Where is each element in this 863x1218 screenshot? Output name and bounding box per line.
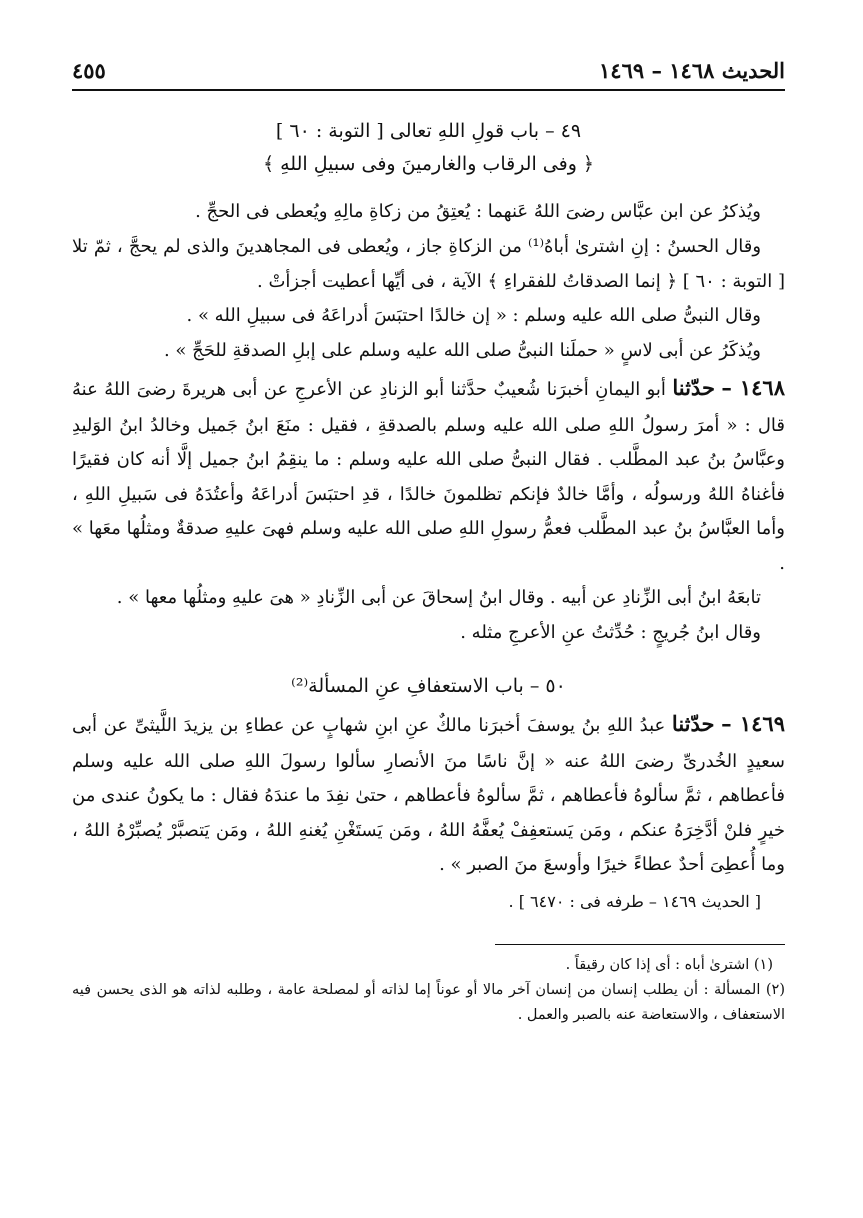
hadith-1469-body: عبدُ اللهِ بنُ يوسفَ أخبرَنا مالكٌ عنِ ابنِ شهابٍ عن عطاءِ بن يزيدَ اللَّيثىِّ عن أبى سعيدٍ الخُدرىِّ رضىَ اللهُ عنه « إنَّ ناسًا منَ الأنصارِ سألوا رسولَ اللهِ صلى الله عليه وسلم فأعطاهم ، ثمَّ سألوهُ فأعطاهم ، ثمَّ سألوهُ فأعطاهم ، حتىٰ نفِدَ ما عندَهُ فقال : ما يكونُ عندى من خيرٍ فلنْ أدَّخِرَهُ عنكم ، ومَن يَستعفِفْ يُعفَّهُ اللهُ ، ومَن يَستَغْنِ يُغنهِ اللهُ ، ومَن يَتصبَّرْ يُصبِّرْهُ اللهُ ، وما أُعطِىَ أحدٌ عطاءً خيرًا وأوسعَ منَ الصبر » . [72, 715, 785, 876]
chapter-49-body [72, 195, 785, 368]
chapter-50-title [72, 668, 785, 704]
hadith-1468-number: ١٤٦٨ – [721, 375, 785, 401]
hadith-1468-haddathana: حدّثنا [672, 375, 715, 401]
chapter-49-title [72, 113, 785, 149]
hadith-1469 [72, 704, 785, 917]
footnote-1: (١) اشترىٰ أباه : أى إذا كان رقيقاً . [565, 956, 773, 973]
page-number: ٤٥٥ [72, 58, 106, 83]
hadith-1468-body: أبو اليمانِ أخبرَنا شُعيبٌ حدَّثنا أبو الزنادِ عن الأعرجِ عن أبى هريرةَ رضىَ اللهُ عنهُ قال : « أمرَ رسولُ اللهِ صلى الله عليه وسلم بالصدقةِ ، فقيل : منَعَ ابنُ جَميل وخالدُ ابنُ الوَليدِ وعبَّاسُ بنُ عبد المطَّلب . فقال النبىُّ صلى الله عليه وسلم : ما ينقِمُ ابنُ جميل إلَّا أنه كان فقيرًا فأغناهُ اللهُ ورسولُه ، وأمَّا خالدٌ فإنكم تظلمونَ خالدًا ، قدِ احتبَسَ أدراعَهُ وأعتُدَهُ فى سَبيلِ اللهِ ، وأما العبَّاسُ بنُ عبد المطَّلب فعمُّ رسولِ اللهِ صلى الله عليه وسلم فهىَ عليهِ صدقةٌ ومثلُها معَها » . [72, 379, 785, 574]
chapter-49-verse: ﴿ وفى الرقاب والغارمينَ وفى سبيلِ اللهِ ﴾ [262, 153, 595, 176]
hadith-1468-ibn-jurayj: وقال ابنُ جُريجٍ : حُدِّثتُ عنِ الأعرجِ مثله . [460, 621, 761, 643]
running-title: الحديث ١٤٦٨ – ١٤٦٩ [599, 58, 785, 83]
footnote-2: (٢) المسألة : أن يطلب إنسان من إنسان آخر مالا أو عوناً إما لذاته أو لمصلحة عامة ، وطلبه لذاته هو الذى يحسن فيه الاستعفاف ، والاستعاضة عنه بالصبر والعمل . [72, 982, 785, 1024]
hadith-1468-text [72, 368, 785, 581]
paragraph-al-hasan: وقال الحسنُ : إنِ اشترىٰ أباهُ⁽¹⁾ من الزكاةِ جاز ، ويُعطى فى المجاهدينَ والذى لم يحجَّ ، ثمّ تلا [ التوبة : ٦٠ ] ﴿ إنما الصدقاتُ للفقراءِ ﴾ الآية ، فى أيِّها أعطيت أجزأتْ . [72, 236, 785, 292]
hadith-1469-text [72, 704, 785, 883]
footnote-divider [495, 944, 785, 953]
paragraph-khalid: وقال النبىُّ صلى الله عليه وسلم : « إن خالدًا احتبَسَ أدراعَهُ فى سبيلِ الله » . [186, 305, 761, 327]
chapter-49-title-text: ٤٩ – باب قولِ اللهِ تعالى [ التوبة : ٦٠ ] [275, 120, 582, 142]
hadith-1469-haddathana: حدّثنا [671, 711, 715, 737]
hadith-1468-follow-up: تابعَهُ ابنُ أبى الزِّنادِ عن أبيه . وقال ابنُ إسحاقَ عن أبى الزِّنادِ « هىَ عليهِ ومثلُها معها » . [116, 587, 761, 609]
paragraph-abu-las: ويُذكَرُ عن أبى لاسٍ « حملَنا النبىُّ صلى الله عليه وسلم على إبلِ الصدقةِ للحَجِّ » . [163, 339, 761, 361]
footnotes [72, 953, 785, 1029]
hadith-1469-number: ١٤٦٩ – [721, 711, 785, 737]
running-header [72, 58, 785, 91]
hadith-1469-reference: [ الحديث ١٤٦٩ – طرفه فى : ٦٤٧٠ ] . [508, 891, 761, 911]
chapter-50-title-text: ٥٠ – باب الاستعفافِ عنِ المسألة⁽²⁾ [291, 675, 566, 698]
paragraph-ibn-abbas: ويُذكرُ عن ابن عبَّاس رضىَ اللهُ عَنهما : يُعتِقُ من زكاةِ مالِهِ ويُعطى فى الحجِّ . [195, 201, 761, 223]
hadith-1468 [72, 368, 785, 650]
